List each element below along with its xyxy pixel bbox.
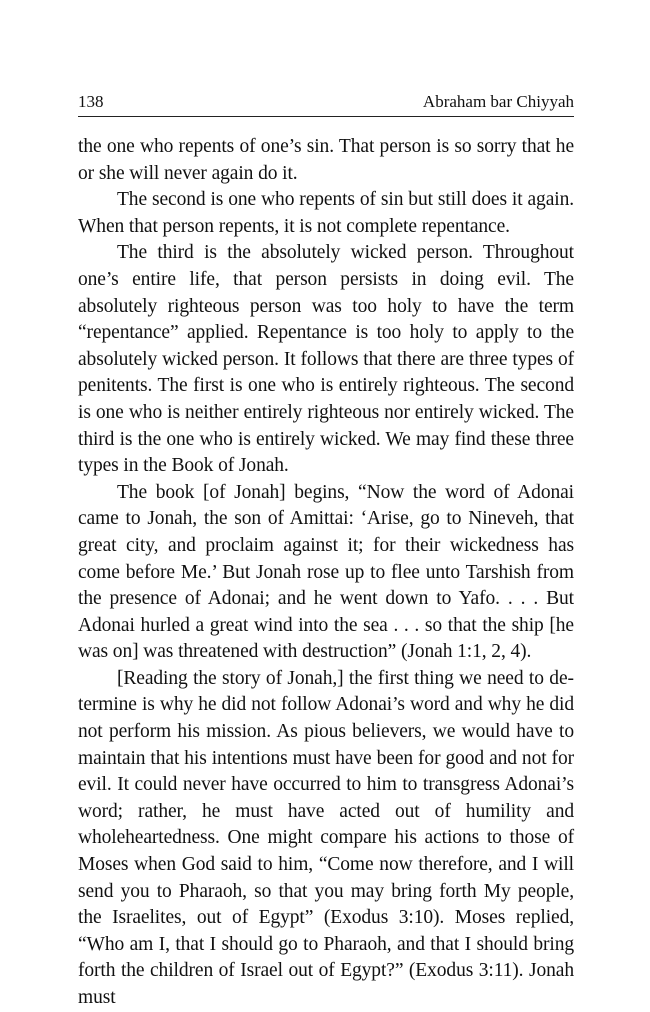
paragraph-reading-jonah: [Reading the story of Jonah,] the first thing we need to determine is why he did not follow Adonai’s word and why he did not perform his mission. As pious believers, we would have to maintain that his intentions must have been for good and not for evil. It could never have occurred to him to transgress Adonai’s word; rather, he must have acted out of humility and wholeheartedness. One might compare his actions to those of Moses when God said to him, “Come now therefore, and I will send you to Pharaoh, so that you may bring forth My people, the Israelites, out of Egypt” (Exodus 3:10). Moses replied, “Who am I, that I should go to Pharaoh, and that I should bring forth the children of Israel out of Egypt?” (Exodus 3:11). Jonah must	[78, 667, 574, 1008]
running-head-author: Abraham bar Chiyyah	[422, 92, 574, 111]
paragraph-continued: the one who repents of one’s sin. That person is so sorry that he or she will never again do it.	[78, 136, 574, 184]
body-text	[78, 134, 574, 1012]
page-number: 138	[78, 92, 104, 111]
running-head	[78, 92, 574, 117]
paragraph-third-type: The third is the absolutely wicked person. Throughout one’s entire life, that person persists in doing evil. The absolutely righteous person was too holy to have the term “repentance” applied. Repentance is too holy to apply to the absolutely wicked person. It follows that there are three types of penitents. The first is one who is entirely righteous. The second is one who is neither entirely righteous nor entirely wicked. The third is the one who is entirely wicked. We may find these three types in the Book of Jonah.	[78, 242, 574, 477]
paragraph-book-of-jonah: The book [of Jonah] begins, “Now the word of Adonai came to Jonah, the son of Amittai: ‘Arise, go to Nineveh, that great city, and proclaim against it; for their wickedness has come before Me.’ But Jonah rose up to flee unto Tarshish from the presence of Adonai; and he went down to Yafo. . . . But Adonai hurled a great wind into the sea . . . so that the ship [he was on] was threatened with destruction” (Jonah 1:1, 2, 4).	[78, 481, 574, 663]
paragraph-second-type: The second is one who repents of sin but still does it again. When that person repents, it is not complete repentance.	[78, 189, 574, 237]
